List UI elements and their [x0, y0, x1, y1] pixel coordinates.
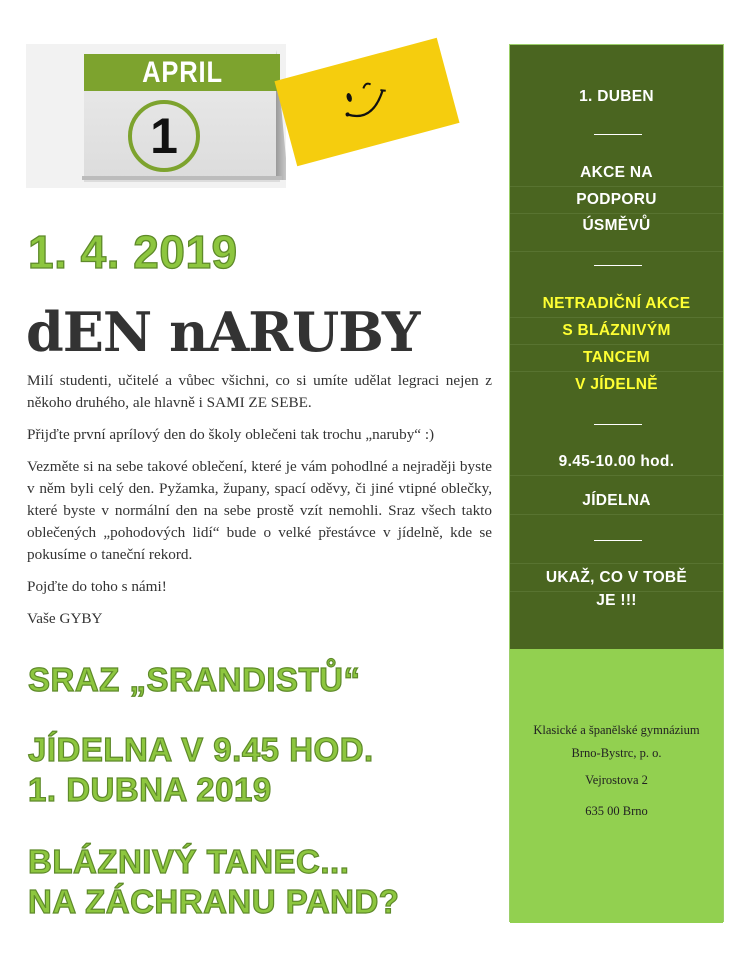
invitation-text — [27, 370, 492, 640]
sidebar-info-panel — [510, 45, 723, 649]
calendar-day: 1 — [150, 108, 178, 164]
calendar-base — [82, 176, 282, 180]
event-title: dEN nARUBY — [26, 300, 420, 364]
winking-smiley-icon — [331, 69, 402, 133]
sidebar-time: 9.45-10.00 hod. — [510, 448, 723, 476]
paragraph-call-to-action: Pojďte do toho s námi! — [27, 578, 167, 595]
highlight-meetup — [28, 660, 361, 700]
highlight-dance — [28, 842, 399, 922]
sidebar-desc-line-4: V JÍDELNĚ — [575, 376, 658, 393]
sidebar-date: 1. DUBEN — [579, 88, 654, 105]
sidebar-address-panel — [510, 649, 723, 923]
school-street: Vejrostova 2 — [585, 773, 648, 787]
school-name-line-1: Klasické a španělské gymnázium — [533, 723, 700, 737]
sidebar-desc-line-3: TANCEM — [510, 344, 723, 372]
highlight-pandas-text: NA ZÁCHRANU PAND? — [28, 883, 400, 920]
divider — [594, 265, 642, 266]
calendar-month: APRIL — [141, 56, 223, 89]
highlight-place-time — [28, 730, 374, 810]
event-date-heading: 1. 4. 2019 — [28, 226, 238, 278]
school-city: 635 00 Brno — [585, 804, 648, 818]
calendar-header — [84, 54, 280, 91]
school-name-line-2: Brno-Bystrc, p. o. — [571, 746, 662, 760]
paragraph-details: Vezměte si na sebe takové oblečení, které je vám pohodlné a nejraději byste v něm byli celý den. Pyžamka, župany, spací oděvy, či jiné vtipné oblečky, které byste v normální den na sebe prostě vzít nemohli. Sraz všech takto oblečených „pohodových lidí“ bude o velké přestávce v jídelně, kde se pokusíme o taneční rekord. — [27, 458, 492, 563]
sidebar-slogan-line-1: UKAŽ, CO V TOBĚ — [510, 563, 723, 592]
calendar-image — [26, 44, 286, 188]
divider — [594, 424, 642, 425]
sidebar — [509, 44, 724, 922]
sidebar-slogan-line-2: JE !!! — [596, 592, 637, 609]
sidebar-desc-line-2: S BLÁZNIVÝM — [510, 317, 723, 345]
highlight-dance-text: BLÁZNIVÝ TANEC... — [28, 843, 350, 880]
sidebar-event-line-3: ÚSMĚVŮ — [510, 213, 723, 252]
smiley-card-image — [274, 38, 459, 166]
sidebar-desc-line-1: NETRADIČNÍ AKCE — [510, 290, 723, 318]
highlight-date-text: 1. DUBNA 2019 — [28, 771, 272, 808]
highlight-meetup-text: SRAZ „SRANDISTŮ“ — [28, 661, 361, 698]
signature: Vaše GYBY — [27, 610, 103, 627]
sidebar-place: JÍDELNA — [510, 487, 723, 515]
sidebar-event-line-2: PODPORU — [510, 186, 723, 214]
school-name — [510, 719, 723, 765]
highlight-place-text: JÍDELNA V 9.45 HOD. — [28, 731, 374, 768]
paragraph-invite: Přijďte první aprílový den do školy oblečeni tak trochu „naruby“ :) — [27, 426, 435, 443]
sidebar-event-line-1: AKCE NA — [510, 159, 723, 187]
paragraph-intro: Milí studenti, učitelé a vůbec všichni, co si umíte udělat legraci nejen z někoho druhého, ale hlavně i SAMI ZE SEBE. — [27, 372, 492, 411]
divider — [594, 134, 642, 135]
divider — [594, 540, 642, 541]
